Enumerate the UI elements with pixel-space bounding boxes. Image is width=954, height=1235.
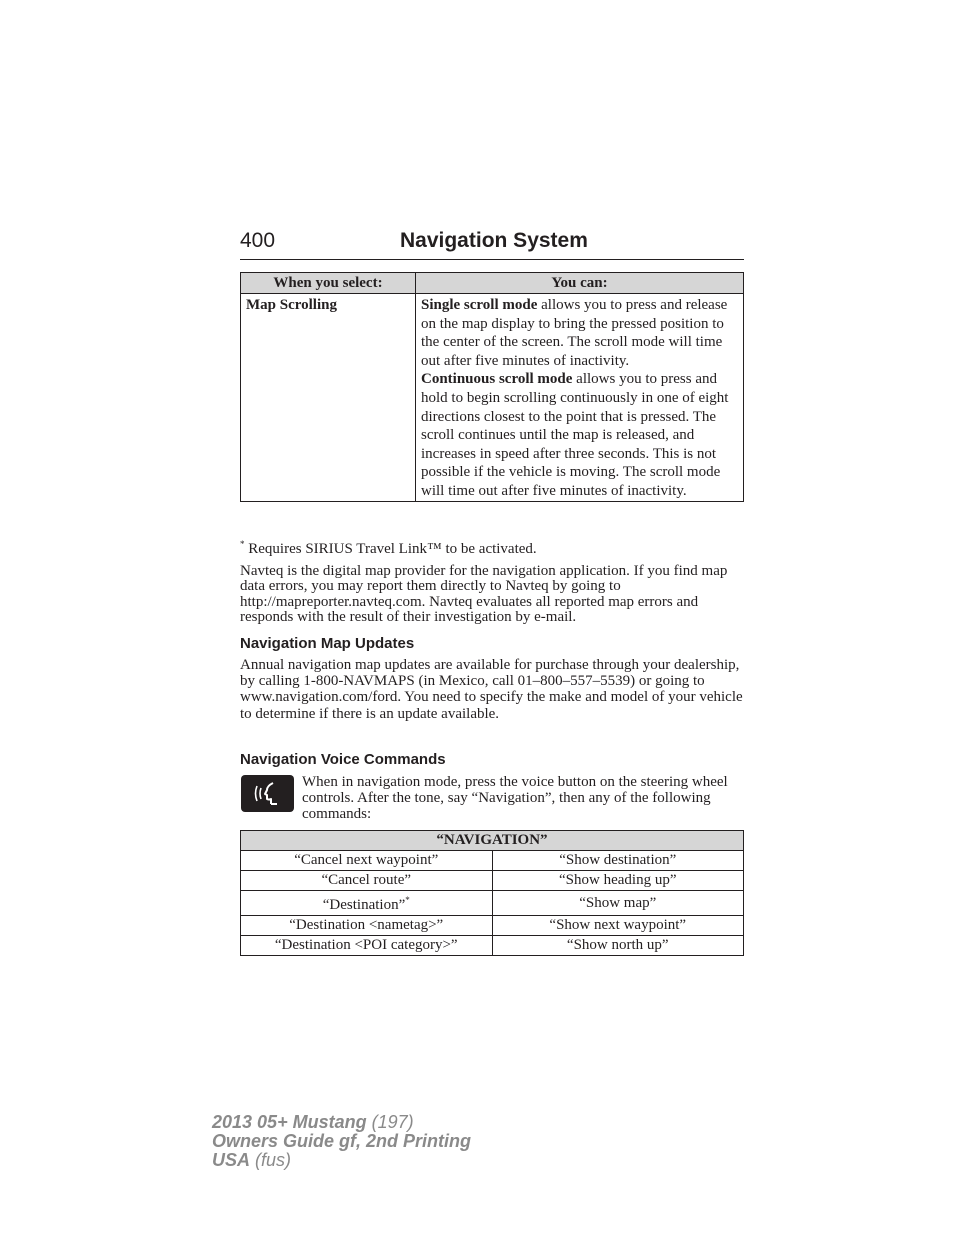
command-cell: “Cancel next waypoint” <box>241 851 493 871</box>
command-text: “Destination” <box>322 897 406 913</box>
footer-model-code: (197) <box>366 1112 414 1132</box>
footer-line-market <box>212 1151 291 1170</box>
footer-market-code: (fus) <box>250 1150 292 1170</box>
table-row <box>241 936 744 956</box>
continuous-scroll-term: Continuous scroll mode <box>421 371 573 388</box>
table-header-row <box>241 273 744 294</box>
command-cell: “Destination <POI category>” <box>241 936 493 956</box>
page-number: 400 <box>240 229 276 252</box>
voice-commands-paragraph: When in navigation mode, press the voice button on the steering wheel controls. After the tone, say “Navigation”, then any of the following commands: <box>302 774 728 823</box>
footer-model: 2013 05+ Mustang <box>212 1112 367 1132</box>
table-row <box>241 294 744 502</box>
footer-line-guide <box>212 1132 471 1151</box>
command-cell: “Show destination” <box>492 851 744 871</box>
column-header-can: You can: <box>416 273 744 294</box>
row-description <box>416 294 744 502</box>
commands-header-row <box>241 831 744 851</box>
table-row <box>241 916 744 936</box>
continuous-scroll-text: allows you to press and hold to begin scrolling continuously in one of eight directions closest to the point that is pressed. The scroll continues until the map is released, and increases in speed after three seconds. This is not possible if the vehicle is moving. The scroll mode will time out after five minutes of inactivity. <box>421 371 729 499</box>
navteq-paragraph: Navteq is the digital map provider for the navigation application. If you find map data errors, you may report them directly to Navteq by going to http://mapreporter.navteq.com. Navteq evaluates all reported map errors and responds with the result of their investigation by e-mail. <box>240 563 728 625</box>
commands-header: “NAVIGATION” <box>241 831 744 851</box>
command-cell <box>241 891 493 916</box>
footer-market: USA <box>212 1150 251 1170</box>
footnote-mark: * <box>240 539 245 549</box>
footnote-mark: * <box>405 895 410 905</box>
continuous-scroll-paragraph <box>421 370 738 500</box>
row-label-map-scrolling: Map Scrolling <box>241 294 416 502</box>
page-title: Navigation System <box>400 229 588 252</box>
command-cell: “Show map” <box>492 891 744 916</box>
map-scrolling-table <box>240 272 744 502</box>
command-cell: “Show north up” <box>492 936 744 956</box>
footer-guide: Owners Guide gf, 2nd Printing <box>212 1131 472 1151</box>
table-row <box>241 851 744 871</box>
command-cell: “Show heading up” <box>492 871 744 891</box>
command-cell: “Destination <nametag>” <box>241 916 493 936</box>
map-updates-paragraph: Annual navigation map updates are available for purchase through your dealership, by calling 1-800-NAVMAPS (in Mexico, call 01–800–557–5539) or going to www.navigation.com/ford. You need to specify the make and model of your vehicle to determine if there is an update available. <box>240 657 743 722</box>
footnote-text: Requires SIRIUS Travel Link™ to be activated. <box>244 541 537 557</box>
column-header-select: When you select: <box>241 273 416 294</box>
table-row <box>241 891 744 916</box>
table-row <box>241 871 744 891</box>
navigation-commands-table <box>240 830 744 956</box>
voice-commands-heading: Navigation Voice Commands <box>240 751 446 768</box>
footnote <box>240 539 537 558</box>
single-scroll-term: Single scroll mode <box>421 297 538 313</box>
command-cell: “Show next waypoint” <box>492 916 744 936</box>
voice-command-icon <box>241 775 294 812</box>
single-scroll-text: allows you to press and release on the map display to bring the pressed position to the center of the screen. The scroll mode will time out after five minutes of inactivity. <box>421 297 728 369</box>
voice-command-icon-glyph <box>241 775 294 812</box>
footer-line-model <box>212 1113 414 1132</box>
single-scroll-paragraph <box>421 296 738 370</box>
header-rule <box>240 259 744 260</box>
map-updates-heading: Navigation Map Updates <box>240 635 415 652</box>
command-cell: “Cancel route” <box>241 871 493 891</box>
